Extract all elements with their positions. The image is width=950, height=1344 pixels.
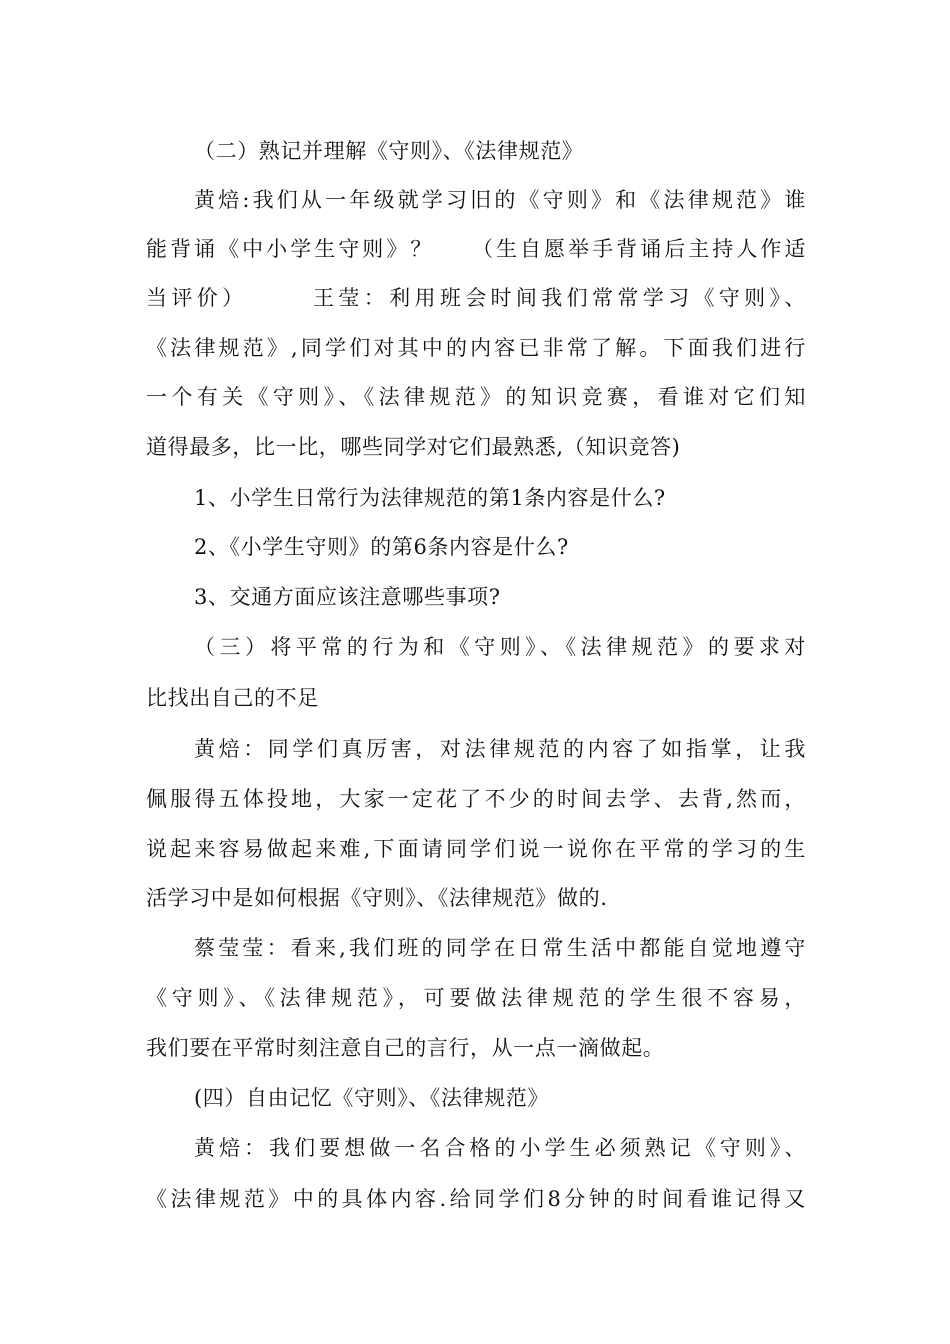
- paragraph-line: 一个有关《守则》、《法律规范》的知识竞赛，看谁对它们知: [146, 385, 806, 409]
- paragraph-line: 能背诵《中小学生守则》？ （生自愿举手背诵后主持人作适: [146, 237, 806, 261]
- section-heading-4: (四）自由记忆《守则》、《法律规范》: [194, 1086, 549, 1110]
- list-item: 2、《小学生守则》的第6条内容是什么?: [194, 535, 569, 559]
- paragraph-line: 说起来容易做起来难,下面请同学们说一说你在平常的学习的生: [146, 837, 806, 861]
- section-heading-3-cont: 比找出自己的不足: [146, 686, 319, 710]
- paragraph-line: 《法律规范》,同学们对其中的内容已非常了解。下面我们进行: [146, 336, 806, 360]
- paragraph-line: 我们要在平常时刻注意自己的言行，从一点一滴做起。: [146, 1036, 665, 1060]
- section-heading-2: （二）熟记并理解《守则》、《法律规范》: [194, 139, 584, 163]
- paragraph-line: 佩服得五体投地，大家一定花了不少的时间去学、去背,然而，: [146, 787, 806, 811]
- paragraph-line: 《守则》、《法律规范》，可要做法律规范的学生很不容易，: [146, 986, 806, 1010]
- paragraph-line: 《法律规范》中的具体内容.给同学们8分钟的时间看谁记得又: [146, 1187, 806, 1211]
- section-heading-3: （三）将平常的行为和《守则》、《法律规范》的要求对: [194, 635, 806, 659]
- paragraph-line: 道得最多，比一比，哪些同学对它们最熟悉,（知识竞答): [146, 435, 681, 459]
- paragraph-line: 活学习中是如何根据《守则》、《法律规范》做的.: [146, 886, 608, 910]
- paragraph-line: 黄焙：同学们真厉害，对法律规范的内容了如指掌，让我: [194, 737, 806, 761]
- paragraph-line: 当评价） 王莹：利用班会时间我们常常学习《守则》、: [146, 286, 806, 310]
- list-item: 3、交通方面应该注意哪些事项?: [194, 585, 501, 609]
- paragraph-line: 蔡莹莹：看来,我们班的同学在日常生活中都能自觉地遵守: [194, 936, 806, 960]
- list-item: 1、小学生日常行为法律规范的第1条内容是什么?: [194, 486, 666, 510]
- paragraph-line: 黄焙：我们要想做一名合格的小学生必须熟记《守则》、: [194, 1136, 806, 1160]
- paragraph-line: 黄焙:我们从一年级就学习旧的《守则》和《法律规范》谁: [194, 188, 806, 212]
